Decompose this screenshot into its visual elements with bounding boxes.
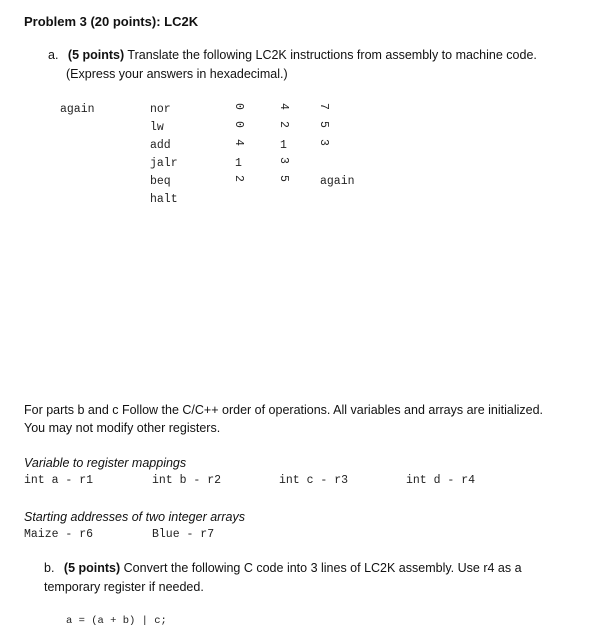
asm-field-a: 4 <box>232 139 245 146</box>
note-line1: For parts b and c Follow the C/C++ order of operations. All variables and arrays are initialized. <box>24 403 544 417</box>
asm-op: add <box>150 139 171 152</box>
asm-op: lw <box>150 121 164 134</box>
part-a-letter: a. <box>48 48 59 62</box>
asm-field-c: 3 <box>317 139 330 146</box>
part-a-instruction: Translate the following LC2K instructions from assembly to machine code. <box>127 48 537 62</box>
problem-title: Problem 3 (20 points): LC2K <box>24 14 199 29</box>
part-a-text-line2: (Express your answers in hexadecimal.) <box>66 67 288 81</box>
part-b-points: (5 points) <box>63 561 121 575</box>
mapping-item: int c - r3 <box>279 474 349 487</box>
asm-op: jalr <box>150 157 178 170</box>
asm-op: nor <box>150 103 171 116</box>
mapping-item: int a - r1 <box>24 474 94 487</box>
asm-field-c: again <box>320 175 355 188</box>
asm-field-c: 5 <box>317 121 330 128</box>
array-item: Blue - r7 <box>152 528 215 541</box>
asm-field-a: 2 <box>232 175 245 182</box>
asm-field-a: 0 <box>232 103 245 110</box>
asm-op: beq <box>150 175 171 188</box>
array-item: Maize - r6 <box>24 528 94 541</box>
arrays-heading: Starting addresses of two integer arrays <box>24 510 245 524</box>
asm-label-again: again <box>60 103 95 116</box>
asm-field-b: 1 <box>280 139 287 152</box>
part-b-text-line2: temporary register if needed. <box>44 580 204 594</box>
asm-field-b: 5 <box>277 175 290 182</box>
asm-field-b: 4 <box>277 103 290 110</box>
mapping-item: int d - r4 <box>406 474 476 487</box>
note-line2: You may not modify other registers. <box>24 421 221 435</box>
part-b-text-line1 <box>44 561 522 575</box>
mapping-item: int b - r2 <box>152 474 222 487</box>
part-a-text-line1 <box>48 48 537 62</box>
part-b-letter: b. <box>44 561 55 575</box>
asm-op: halt <box>150 193 178 206</box>
asm-field-b: 2 <box>277 121 290 128</box>
asm-field-a: 1 <box>235 157 242 170</box>
part-a-points: (5 points) <box>67 48 125 62</box>
part-b-code: a = (a + b) | c; <box>66 615 167 627</box>
asm-field-a: 0 <box>232 121 245 128</box>
part-b-instruction: Convert the following C code into 3 lines of LC2K assembly. Use r4 as a <box>123 561 522 575</box>
mappings-heading: Variable to register mappings <box>24 456 187 470</box>
asm-field-b: 3 <box>277 157 290 164</box>
asm-field-c: 7 <box>317 103 330 110</box>
